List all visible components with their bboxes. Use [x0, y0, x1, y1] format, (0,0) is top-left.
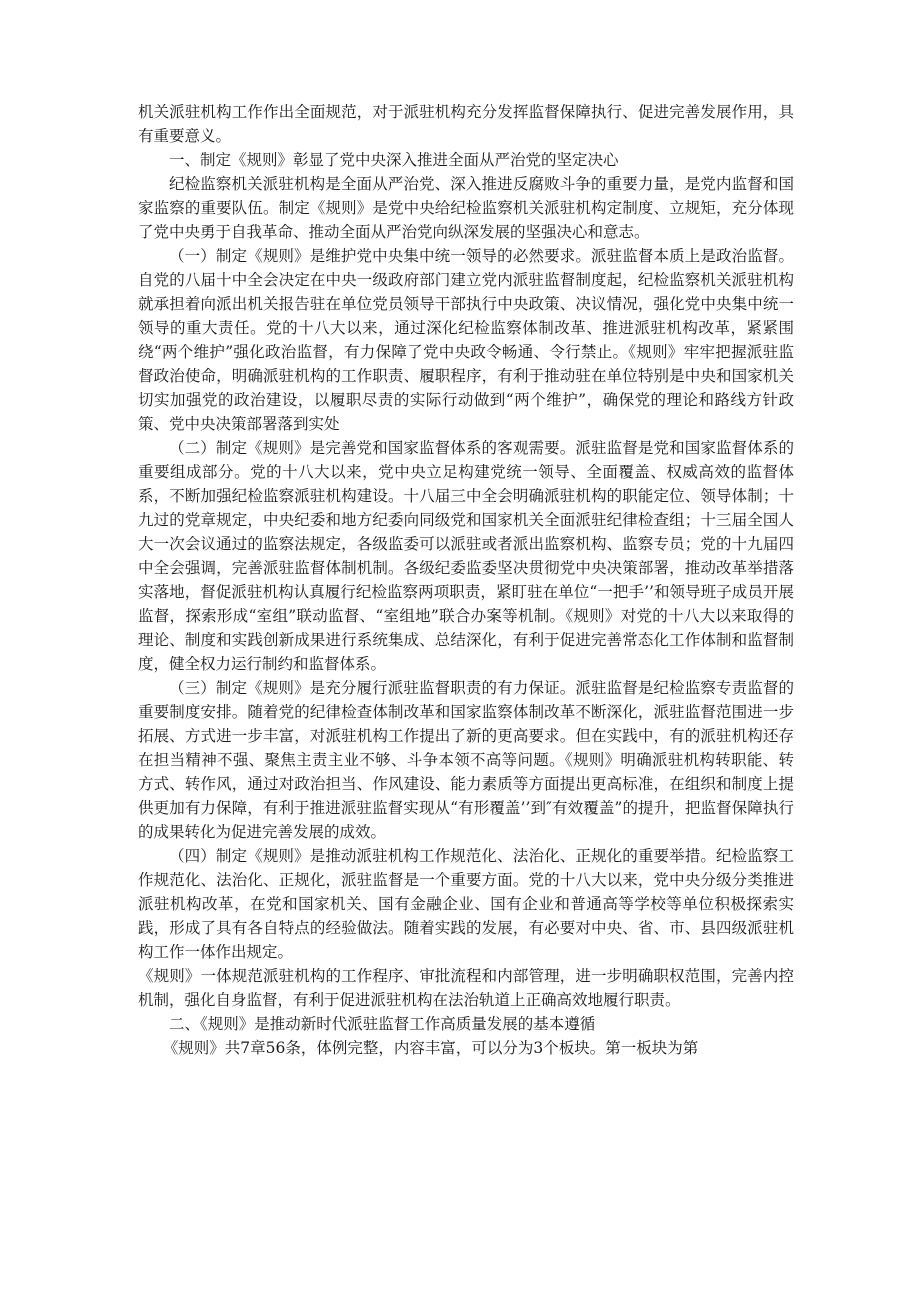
paragraph-point-1: （一）制定《规则》是维护党中央集中统一领导的必然要求。派驻监督本质上是政治监督。自党的八届十中全会决定在中央一级政府部门建立党内派驻监督制度起，纪检监察机关派驻机构就承担着向派出机关报告驻在单位党员领导干部执行中央政策、决议情况，强化党中央集中统一领导的重大责任。党的十八大以来，通过深化纪检监察体制改革、推进派驻机构改革，紧紧围绕“两个维护”强化政治监督，有力保障了党中央政令畅通、令行禁止。《规则》牢牢把握派驻监督政治使命，明确派驻机构的工作职责、履职程序，有利于推动驻在单位特别是中央和国家机关切实加强党的政治建设，以履职尽责的实际行动做到“两个维护”，确保党的理论和路线方针政策、党中央决策部署落到实处 [138, 247, 794, 433]
paragraph-point-4-continued: 《规则》一体规范派驻机构的工作程序、审批流程和内部管理，进一步明确职权范围，完善内控机制，强化自身监督，有利于促进派驻机构在法治轨道上正确高效地履行职责。 [138, 967, 794, 1009]
section-heading-2: 二、《规则》是推动新时代派驻监督工作高质量发展的基本遵循 [169, 1015, 596, 1033]
paragraph-point-4: （四）制定《规则》是推动派驻机构工作规范化、法治化、正规化的重要举措。纪检监察工作规范化、法治化、正规化，派驻监督是一个重要方面。党的十八大以来，党中央分级分类推进派驻机构改革，在党和国家机关、国有金融企业、国有企业和普通高等学校等单位积极探索实践，形成了具有各自特点的经验做法。随着实践的发展，有必要对中央、省、市、县四级派驻机构工作一体作出规定。 [138, 847, 794, 961]
document-body [138, 100, 794, 1060]
paragraph-section-1-intro: 纪检监察机关派驻机构是全面从严治党、深入推进反腐败斗争的重要力量，是党内监督和国家监察的重要队伍。制定《规则》是党中央给纪检监察机关派驻机构定制度、立规矩，充分体现了党中央勇于自我革命、推动全面从严治党向纵深发展的坚强决心和意志。 [138, 175, 794, 241]
paragraph-section-2-intro: 《规则》共7章56条，体例完整，内容丰富，可以分为3个板块。第一板块为第 [162, 1039, 699, 1057]
paragraph-intro-continuation: 机关派驻机构工作作出全面规范，对于派驻机构充分发挥监督保障执行、促进完善发展作用，具有重要意义。 [138, 103, 794, 145]
section-heading-1: 一、制定《规则》彰显了党中央深入推进全面从严治党的坚定决心 [169, 151, 619, 169]
paragraph-point-3: （三）制定《规则》是充分履行派驻监督职责的有力保证。派驻监督是纪检监察专责监督的重要制度安排。随着党的纪律检查体制改革和国家监察体制改革不断深化，派驻监督范围进一步拓展、方式进一步丰富，对派驻机构工作提出了新的更高要求。但在实践中，有的派驻机构还存在担当精神不强、聚焦主责主业不够、斗争本领不高等问题。《规则》明确派驻机构转职能、转方式、转作风，通过对政治担当、作风建设、能力素质等方面提出更高标准，在组织和制度上提供更加有力保障，有利于推进派驻监督实现从“有形覆盖’’到″有效覆盖”的提升，把监督保障执行的成果转化为促进完善发展的成效。 [138, 679, 794, 841]
paragraph-point-2: （二）制定《规则》是完善党和国家监督体系的客观需要。派驻监督是党和国家监督体系的重要组成部分。党的十八大以来，党中央立足构建党统一领导、全面覆盖、权威高效的监督体系，不断加强纪检监察派驻机构建设。十八届三中全会明确派驻机构的职能定位、领导体制；十九过的党章规定，中央纪委和地方纪委向同级党和国家机关全面派驻纪律检查组；十三届全国人大一次会议通过的监察法规定，各级监委可以派驻或者派出监察机构、监察专员；党的十九届四中全会强调，完善派驻监督体制机制。各级纪委监委坚决贯彻党中央决策部署，推动改革举措落实落地，督促派驻机构认真履行纪检监察两项职责，紧盯驻在单位“一把手’’和领导班子成员开展监督，探索形成“室组”联动监督、“室组地”联合办案等机制。《规则》对党的十八大以来取得的理论、制度和实践创新成果进行系统集成、总结深化，有利于促进完善常态化工作体制和监督制度，健全权力运行制约和监督体系。 [138, 439, 794, 673]
